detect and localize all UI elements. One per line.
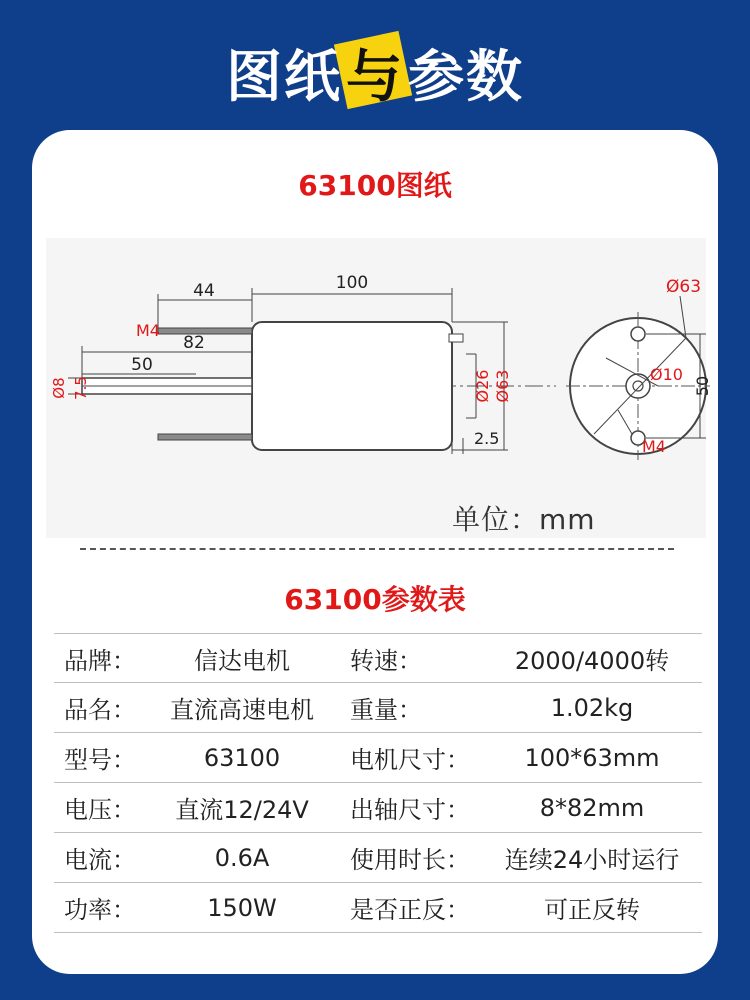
dim-7-5-label: 7.5	[72, 376, 90, 400]
phi63-end-label: Ø63	[666, 277, 702, 297]
param-key: 是否正反：	[350, 896, 470, 924]
phi63-side-label: Ø63	[493, 369, 512, 403]
param-value: 8*82mm	[539, 793, 645, 822]
dim-50-right-label: 50	[693, 375, 712, 397]
dim-2-5-label: 2.5	[474, 429, 500, 448]
params-title: 63100参数表	[284, 583, 466, 616]
header-title-highlight: 与	[344, 33, 406, 113]
m4-left-label: M4	[136, 321, 160, 340]
param-key: 电机尺寸：	[350, 746, 470, 774]
dashed-divider	[80, 548, 674, 550]
param-value: 63100	[203, 743, 281, 772]
param-key: 功率：	[64, 896, 136, 924]
param-value: 2000/4000转	[514, 646, 670, 675]
end-view-hole-top	[631, 327, 645, 341]
table-row	[54, 733, 702, 783]
param-value: 可正反转	[544, 896, 640, 924]
bolt-top	[158, 328, 252, 334]
param-value: 150W	[207, 893, 277, 922]
param-key: 重量：	[350, 696, 422, 724]
param-key: 出轴尺寸：	[350, 796, 470, 824]
table-row	[54, 833, 702, 883]
param-key: 型号：	[64, 746, 136, 774]
param-value: 直流高速电机	[170, 696, 314, 724]
params-table	[54, 633, 702, 933]
phi8-label: Ø8	[50, 377, 68, 399]
page-header	[0, 28, 750, 118]
param-key: 品牌：	[64, 646, 136, 675]
param-value: 0.6A	[214, 843, 270, 872]
table-row	[54, 883, 702, 933]
drawing-title: 63100图纸	[298, 169, 452, 202]
param-value: 连续24小时运行	[504, 846, 680, 874]
param-key: 使用时长：	[350, 846, 470, 874]
param-key: 电流：	[64, 846, 136, 874]
dim-44-label: 44	[193, 281, 215, 301]
param-value: 1.02kg	[550, 693, 634, 722]
content-card	[32, 130, 718, 974]
header-title-right: 参数	[408, 45, 524, 110]
table-row	[54, 683, 702, 733]
dim-50-left-label: 50	[131, 355, 153, 375]
m4-right-label: M4	[642, 437, 666, 456]
technical-drawing	[46, 238, 712, 538]
param-value: 信达电机	[194, 646, 290, 675]
terminal	[449, 334, 463, 342]
bolt-bottom	[158, 434, 252, 440]
dim-100-label: 100	[335, 273, 369, 293]
param-key: 转速：	[350, 646, 422, 675]
param-key: 电压：	[64, 796, 136, 824]
phi10-label: Ø10	[650, 365, 683, 384]
param-key: 品名：	[64, 696, 136, 724]
header-title-left: 图纸	[226, 45, 342, 110]
unit-label: 单位：mm	[452, 503, 596, 536]
drawing-svg	[46, 238, 712, 538]
table-row	[54, 633, 702, 683]
param-value: 100*63mm	[524, 743, 660, 772]
dim-82-label: 82	[183, 333, 205, 353]
motor-body	[252, 322, 452, 450]
param-value: 直流12/24V	[175, 796, 309, 824]
phi26-label: Ø26	[473, 369, 492, 403]
table-row	[54, 783, 702, 833]
